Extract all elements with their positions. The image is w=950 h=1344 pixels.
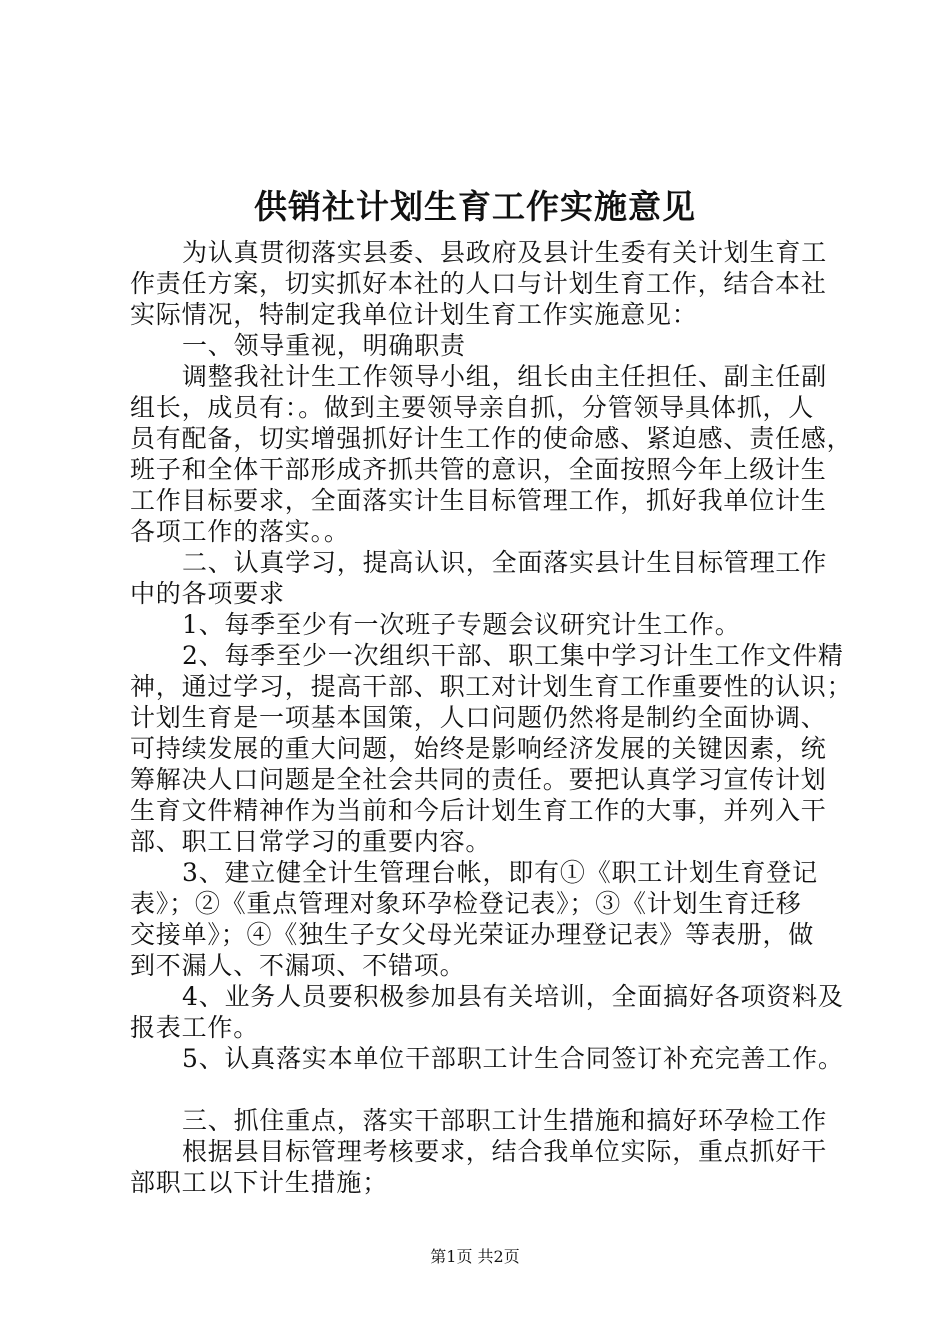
paragraph-line: 计划生育是一项基本国策，人口问题仍然将是制约全面协调、 bbox=[130, 703, 827, 732]
paragraph-line: 生育文件精神作为当前和今后计划生育工作的大事，并列入干 bbox=[130, 796, 827, 825]
list-item: 1、每季至少有一次班子专题会议研究计生工作。 bbox=[182, 610, 741, 639]
paragraph-line: 班子和全体干部形成齐抓共管的意识，全面按照今年上级计生 bbox=[130, 455, 827, 484]
paragraph-line: 筹解决人口问题是全社会共同的责任。要把认真学习宣传计划 bbox=[130, 765, 827, 794]
page-indicator: 第1页 共2页 bbox=[430, 1247, 520, 1266]
list-item: 2、每季至少一次组织干部、职工集中学习计生工作文件精 bbox=[182, 641, 844, 670]
paragraph-line: 可持续发展的重大问题，始终是影响经济发展的关键因素，统 bbox=[130, 734, 827, 763]
paragraph-line: 根据县目标管理考核要求，结合我单位实际，重点抓好干 bbox=[182, 1137, 828, 1166]
paragraph-line: 部、职工日常学习的重要内容。 bbox=[130, 827, 492, 856]
paragraph-line: 到不漏人、不漏项、不错项。 bbox=[130, 951, 466, 980]
paragraph-line: 为认真贯彻落实县委、县政府及县计生委有关计划生育工 bbox=[182, 238, 828, 267]
list-item: 3、建立健全计生管理台帐，即有①《职工计划生育登记 bbox=[182, 858, 818, 887]
document-title: 供销社计划生育工作实施意见 bbox=[254, 187, 696, 226]
list-item: 5、认真落实本单位干部职工计生合同签订补充完善工作。 bbox=[182, 1044, 844, 1073]
paragraph-line: 神，通过学习，提高干部、职工对计划生育工作重要性的认识； bbox=[130, 672, 853, 701]
paragraph-line: 员有配备，切实增强抓好计生工作的使命感、紧迫感、责任感， bbox=[130, 424, 853, 453]
paragraph-line: 工作目标要求，全面落实计生目标管理工作，抓好我单位计生 bbox=[130, 486, 827, 515]
paragraph-line: 部职工以下计生措施； bbox=[130, 1168, 389, 1197]
list-item: 4、业务人员要积极参加县有关培训，全面搞好各项资料及 bbox=[182, 982, 844, 1011]
paragraph-line: 交接单》；④《独生子女父母光荣证办理登记表》等表册，做 bbox=[130, 920, 815, 949]
paragraph-line: 各项工作的落实。。 bbox=[130, 517, 350, 546]
paragraph-line: 报表工作。 bbox=[130, 1013, 260, 1042]
paragraph-line: 表》；②《重点管理对象环孕检登记表》；③《计划生育迁移 bbox=[130, 889, 802, 918]
paragraph-line: 作责任方案，切实抓好本社的人口与计划生育工作，结合本社 bbox=[130, 269, 827, 298]
paragraph-line: 调整我社计生工作领导小组，组长由主任担任、副主任副 bbox=[182, 362, 828, 391]
section-heading: 二、认真学习，提高认识，全面落实县计生目标管理工作 bbox=[182, 548, 828, 577]
section-heading: 三、抓住重点，落实干部职工计生措施和搞好环孕检工作 bbox=[182, 1106, 828, 1135]
paragraph-line: 组长，成员有：。做到主要领导亲自抓，分管领导具体抓，人 bbox=[130, 393, 815, 422]
paragraph-line: 实际情况，特制定我单位计划生育工作实施意见： bbox=[130, 300, 698, 329]
section-heading: 中的各项要求 bbox=[130, 579, 285, 608]
section-heading: 一、领导重视，明确职责 bbox=[182, 331, 466, 360]
